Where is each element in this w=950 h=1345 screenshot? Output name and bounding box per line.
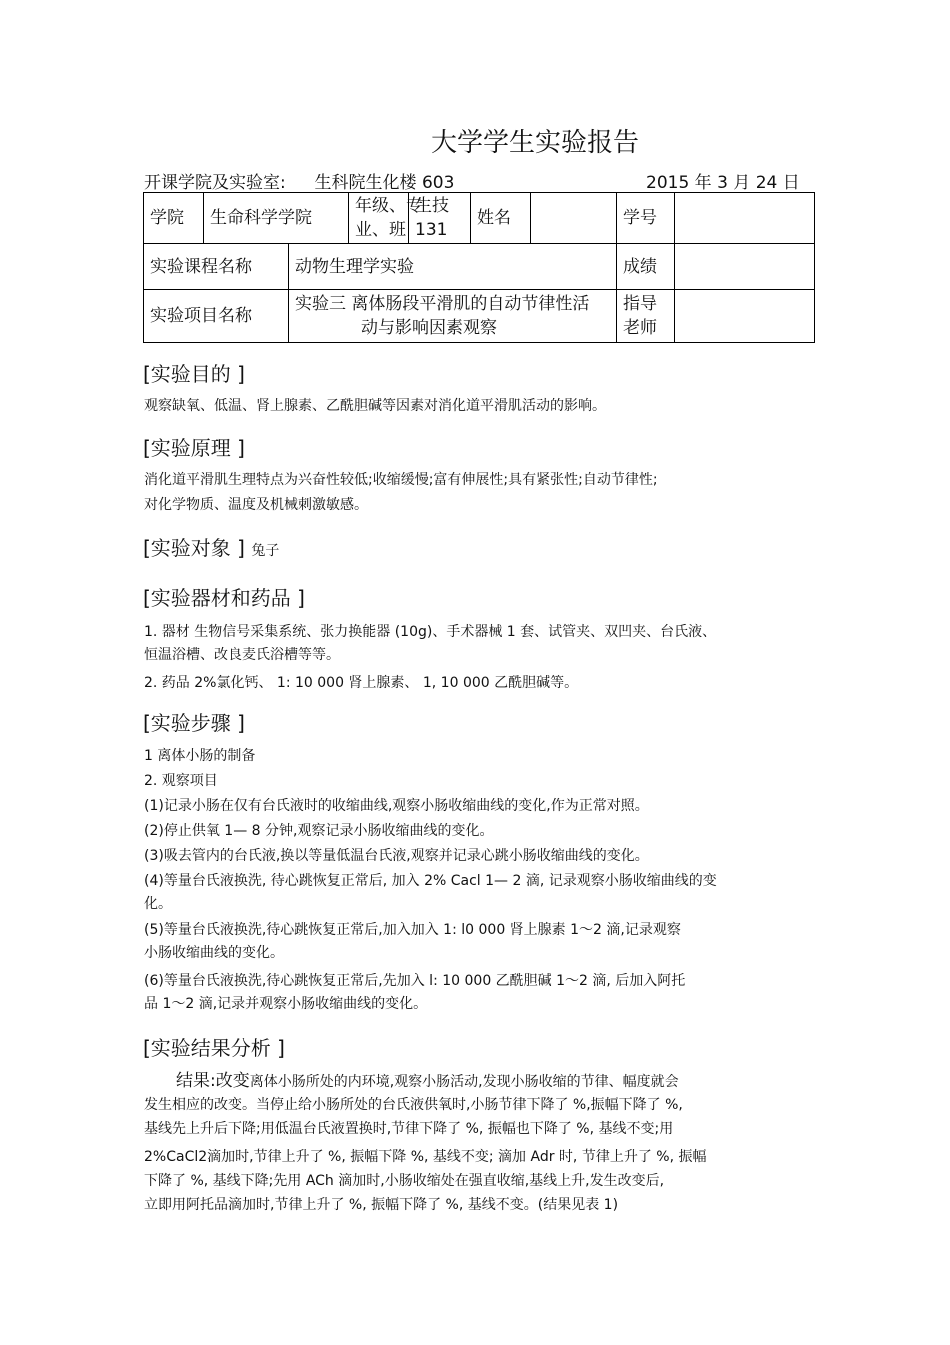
- observation-item-6-line-2: 品 1～2 滴,记录并观察小肠收缩曲线的变化。: [144, 996, 428, 1012]
- results-line-2: 发生相应的改变。当停止给小肠所处的台氏液供氧时,小肠节律下降了 %,振幅下降了 %,: [144, 1097, 683, 1113]
- score-label: 成绩: [617, 244, 675, 290]
- results-line-1: [144, 1068, 809, 1095]
- results-line-5: 下降了 %, 基线下降;先用 ACh 滴加时,小肠收缩处在强直收缩,基线上升,发生改变后,: [144, 1173, 665, 1189]
- observation-item-5-line-1: (5)等量台氏液换洗,待心跳恢复正常后,加入加入 1: l0 000 肾上腺素 1～2 滴,记录观察: [144, 922, 681, 938]
- grade-value: 生技 131: [409, 193, 471, 244]
- subject-heading: [实验对象 ]: [143, 536, 245, 560]
- drugs-line: 2. 药品 2%氯化钙、 1: 10 000 肾上腺素、 1, 10 000 乙酰胆碱等。: [144, 675, 579, 691]
- college-lab-label: 开课学院及实验室:: [144, 173, 286, 193]
- principle-line-1: 消化道平滑肌生理特点为兴奋性较低;收缩缓慢;富有伸展性;具有紧张性;自动节律性;: [144, 472, 658, 488]
- results-line-1-rest: 离体小肠所处的内环境,观察小肠活动,发现小肠收缩的节律、幅度就会: [249, 1074, 679, 1090]
- report-date: 2015 年 3 月 24 日: [646, 173, 800, 193]
- name-value[interactable]: [531, 193, 617, 244]
- observation-item-6-line-1: (6)等量台氏液换洗,待心跳恢复正常后,先加入 l: 10 000 乙酰胆碱 1～2 滴, 后加入阿托: [144, 973, 686, 989]
- name-label: 姓名: [471, 193, 531, 244]
- score-value[interactable]: [675, 244, 815, 290]
- step-1: 1 离体小肠的制备: [144, 748, 256, 764]
- results-line-3-start: 基线先上升后下降;用低温台氏液置换时,节律下降了 %, 振幅也下降了 %, 基线不变;用: [144, 1121, 674, 1137]
- results-line-3: [144, 1116, 809, 1142]
- info-table: [143, 192, 815, 343]
- instructor-label: 指导 老师: [617, 290, 675, 343]
- grade-label: 年级、专 业、班: [349, 193, 409, 244]
- instructor-value[interactable]: [675, 290, 815, 343]
- subject-value: 兔子: [251, 543, 280, 559]
- college-value: 生命科学学院: [204, 193, 349, 244]
- observation-item-2: (2)停止供氧 1— 8 分钟,观察记录小肠收缩曲线的变化。: [144, 823, 494, 839]
- results-line-6: 立即用阿托品滴加时,节律上升了 %, 振幅下降了 %, 基线不变。(结果见表 1): [144, 1197, 619, 1213]
- college-lab-value: 生科院生化楼 603: [314, 173, 455, 193]
- student-id-label: 学号: [617, 193, 675, 244]
- project-label: 实验项目名称: [144, 290, 289, 343]
- college-label: 学院: [144, 193, 204, 244]
- course-label: 实验课程名称: [144, 244, 289, 290]
- subject-line: [143, 532, 279, 561]
- steps-heading: [实验步骤 ]: [143, 711, 245, 735]
- results-lead: 结果:改变: [176, 1071, 250, 1091]
- purpose-text: 观察缺氧、低温、肾上腺素、乙酰胆碱等因素对消化道平滑肌活动的影响。: [144, 398, 606, 414]
- purpose-heading: [实验目的 ]: [143, 362, 245, 386]
- equipment-line-2: 恒温浴槽、改良麦氏浴槽等等。: [144, 647, 340, 663]
- course-value: 动物生理学实验: [289, 244, 617, 290]
- results-heading: [实验结果分析 ]: [143, 1036, 285, 1060]
- step-2: 2. 观察项目: [144, 773, 218, 789]
- observation-item-5-line-2: 小肠收缩曲线的变化。: [144, 945, 284, 961]
- principle-heading: [实验原理 ]: [143, 436, 245, 460]
- project-value: 实验三 离体肠段平滑肌的自动节律性活 动与影响因素观察: [289, 290, 617, 343]
- equipment-heading: [实验器材和药品 ]: [143, 586, 305, 610]
- principle-line-2: 对化学物质、温度及机械刺激敏感。: [144, 497, 368, 513]
- observation-item-3: (3)吸去管内的台氏液,换以等量低温台氏液,观察并记录心跳小肠收缩曲线的变化。: [144, 848, 649, 864]
- student-id-value[interactable]: [675, 193, 815, 244]
- equipment-line-1: 1. 器材 生物信号采集系统、张力换能器 (10g)、手术器械 1 套、试管夹、双凹夹、台氏液、: [144, 624, 717, 640]
- college-lab-line: [144, 168, 454, 193]
- observation-item-1: (1)记录小肠在仅有台氏液时的收缩曲线,观察小肠收缩曲线的变化,作为正常对照。: [144, 798, 649, 814]
- report-title: 大学学生实验报告: [430, 128, 639, 158]
- observation-item-4-line-2: 化。: [144, 896, 172, 912]
- observation-item-4-line-1: (4)等量台氏液换洗, 待心跳恢复正常后, 加入 2% Cacl 1— 2 滴, 记录观察小肠收缩曲线的变: [144, 873, 717, 889]
- results-line-4: 2%CaCl2滴加时,节律上升了 %, 振幅下降 %, 基线不变; 滴加 Adr 时, 节律上升了 %, 振幅: [144, 1149, 707, 1165]
